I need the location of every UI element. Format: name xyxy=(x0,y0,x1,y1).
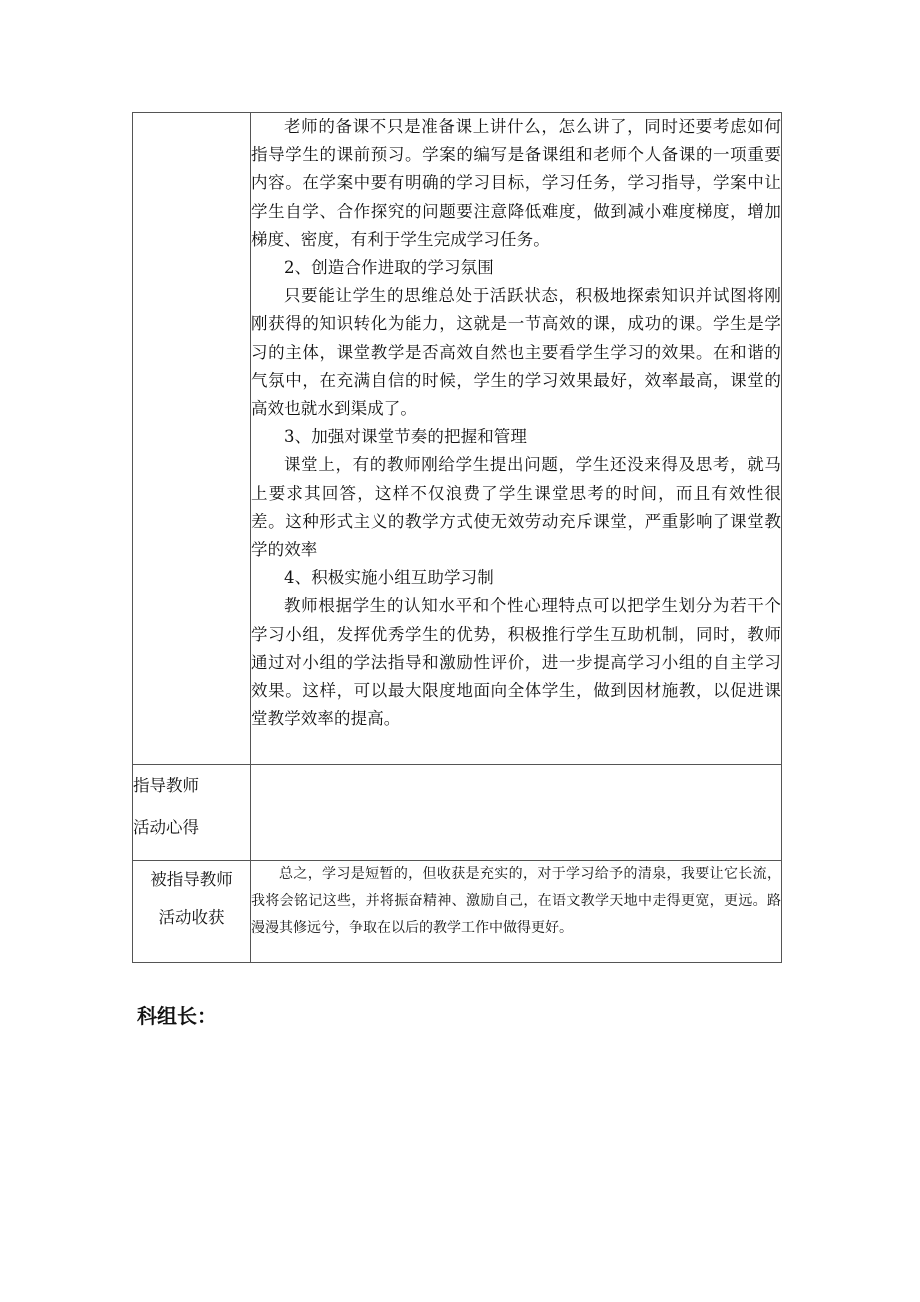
mentee-gains-content-cell xyxy=(251,861,782,963)
heading-cooperative-atmosphere: 2、创造合作进取的学习氛围 xyxy=(284,258,494,278)
heading-group-mutual-learning: 4、积极实施小组互助学习制 xyxy=(284,568,494,588)
mentee-gains-label-line2: 活动收获 xyxy=(158,908,225,927)
table-row-mentor-reflection xyxy=(133,765,782,861)
paragraph-lesson-preparation: 老师的备课不只是准备课上讲什么，怎么讲了，同时还要考虑如何指导学生的课前预习。学案的编写是备课组和老师个人备课的一项重要内容。在学案中要有明确的学习目标，学习任务，学习指导，学案中让学生自学、合作探究的问题要注意降低难度，做到减小难度梯度，增加梯度、密度，有利于学生完成学习任务。 xyxy=(251,117,781,249)
empty-label-cell xyxy=(133,113,251,765)
mentee-gains-label-cell xyxy=(133,861,251,963)
paragraph-cooperative-atmosphere: 只要能让学生的思维总处于活跃状态，积极地探索知识并试图将刚刚获得的知识转化为能力，这就是一节高效的课，成功的课。学生是学习的主体，课堂教学是否高效自然也主要看学生学习的效果。在和谐的气氛中，在充满自信的时候，学生的学习效果最好，效率最高，课堂的高效也就水到渠成了。 xyxy=(251,286,781,419)
mentee-gains-label-line1: 被指导教师 xyxy=(150,870,233,889)
heading-classroom-rhythm: 3、加强对课堂节奏的把握和管理 xyxy=(284,427,527,447)
teaching-notes-cell xyxy=(251,113,782,765)
paragraph-classroom-rhythm: 课堂上，有的教师刚给学生提出问题，学生还没来得及思考，就马上要求其回答，这样不仅浪费了学生课堂思考的时间，而且有效性很差。这种形式主义的教学方式使无效劳动充斥课堂，严重影响了课堂教学的效率 xyxy=(251,455,781,560)
mentor-reflection-label-cell xyxy=(133,765,251,861)
mentor-reflection-content-cell xyxy=(251,765,782,861)
table-row-teaching-notes xyxy=(133,113,782,765)
activity-record-table xyxy=(132,112,782,963)
section-leader-label: 科组长： xyxy=(137,1004,217,1028)
paragraph-group-mutual-learning: 教师根据学生的认知水平和个性心理特点可以把学生划分为若干个学习小组，发挥优秀学生的优势，积极推行学生互助机制，同时，教师通过对小组的学法指导和激励性评价，进一步提高学习小组的自主学习效果。这样，可以最大限度地面向全体学生，做到因材施教，以促进课堂教学效率的提高。 xyxy=(251,596,781,729)
mentor-reflection-label-line1: 指导教师 xyxy=(133,776,199,795)
mentee-gains-paragraph: 总之，学习是短暂的，但收获是充实的，对于学习给予的清泉，我要让它长流，我将会铭记这些，并将振奋精神、激励自己，在语文教学天地中走得更宽，更远。路漫漫其修远兮，争取在以后的教学工作中做得更好。 xyxy=(251,866,781,936)
table-row-mentee-gains xyxy=(133,861,782,963)
mentor-reflection-label-line2: 活动心得 xyxy=(133,818,199,837)
